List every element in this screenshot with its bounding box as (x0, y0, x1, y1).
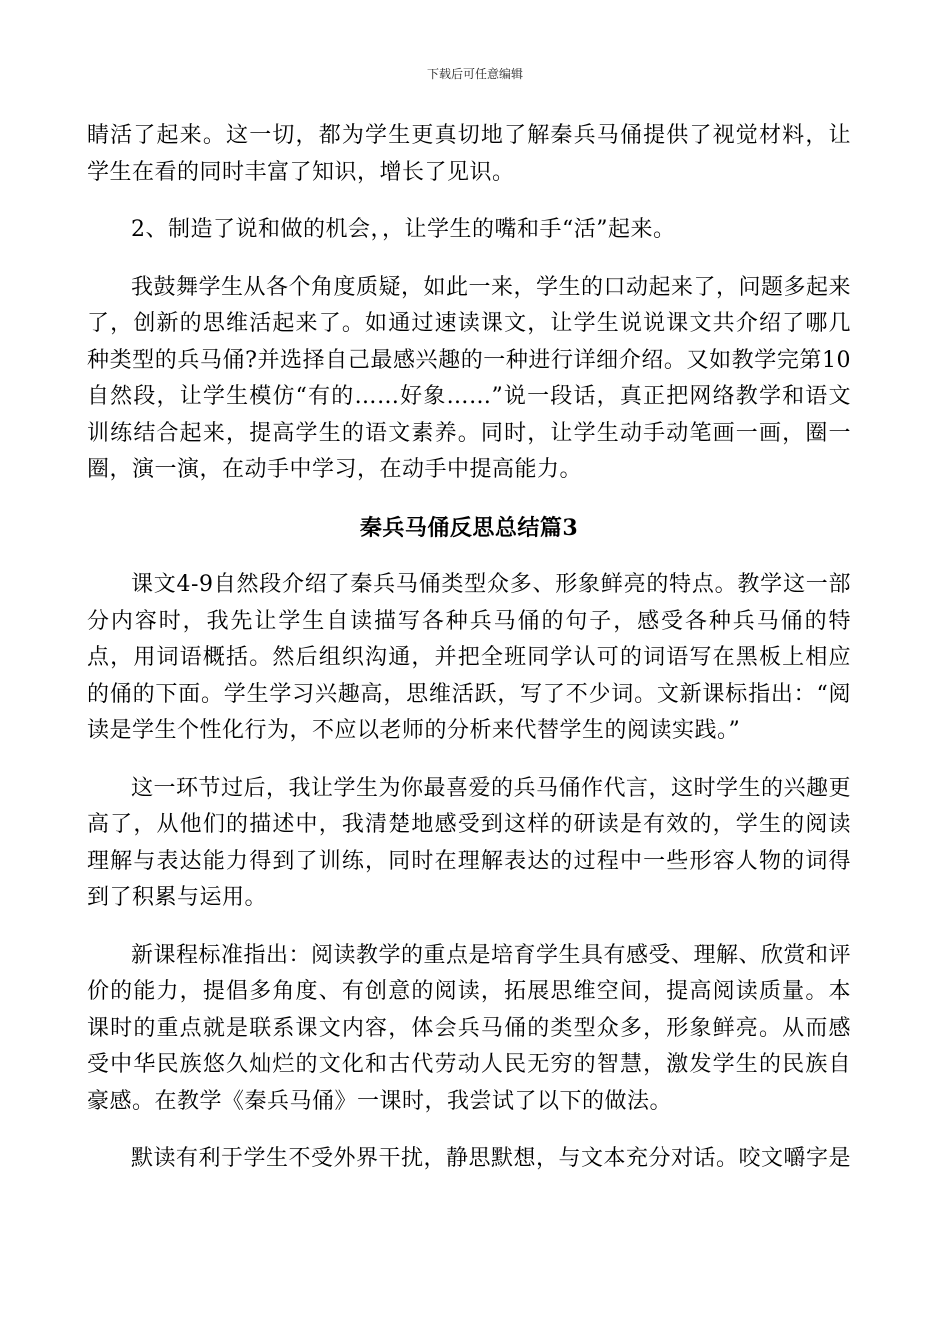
paragraph-point-2: 2、制造了说和做的机会，，让学生的嘴和手“活”起来。 (131, 217, 676, 242)
paragraph-curriculum-standard: 新课程标准指出：阅读教学的重点是培育学生具有感受、理解、欣赏和评价的能力，提倡多角度、有创意的阅读，拓展思维空间，提高阅读质量。本课时的重点就是联系课文内容，体会兵马俑的类型众多，形象鲜亮。从而感受中华民族悠久灿烂的文化和古代劳动人民无穷的智慧，激发学生的民族自豪感。在教学《秦兵马俑》一课时，我尝试了以下的做法。 (87, 942, 852, 1114)
paragraph-spokesperson: 这一环节过后，我让学生为你最喜爱的兵马俑作代言，这时学生的兴趣更高了，从他们的描述中，我清楚地感受到这样的研读是有效的，学生的阅读理解与表达能力得到了训练，同时在理解表达的过程中一些形容人物的词得到了积累与运用。 (87, 775, 852, 910)
page-header: 下载后可任意编辑 (426, 67, 523, 81)
paragraph-continued: 睛活了起来。这一切，都为学生更真切地了解秦兵马俑提供了视觉材料，让学生在看的同时丰富了知识，增长了见识。 (87, 123, 851, 185)
document-body (87, 118, 851, 1178)
section-heading: 秦兵马俑反思总结篇3 (359, 514, 579, 541)
paragraph-silent-reading: 默读有利于学生不受外界干扰，静思默想，与文本充分对话。咬文嚼字是 (131, 1146, 852, 1171)
paragraph-lesson-4-9: 课文4-9自然段介绍了秦兵马俑类型众多、形象鲜亮的特点。教学这一部分内容时，我先让学生自读描写各种兵马俑的句子，感受各种兵马俑的特点，用词语概括。然后组织沟通，并把全班同学认可的词语写在黑板上相应的俑的下面。学生学习兴趣高，思维活跃，写了不少词。文新课标指出：“阅读是学生个性化行为，不应以老师的分析来代替学生的阅读实践。” (87, 572, 851, 743)
paragraph-encourage-questions: 我鼓舞学生从各个角度质疑，如此一来，学生的口动起来了，问题多起来了，创新的思维活起来了。如通过速读课文，让学生说说课文共介绍了哪几种类型的兵马俑?并选择自己最感兴趣的一种进行详细介绍。又如教学完第10自然段，让学生模仿“有的……好象……”说一段话，真正把网络教学和语文训练结合起来，提高学生的语文素养。同时，让学生动手动笔画一画，圈一圈，演一演，在动手中学习，在动手中提高能力。 (87, 274, 852, 482)
